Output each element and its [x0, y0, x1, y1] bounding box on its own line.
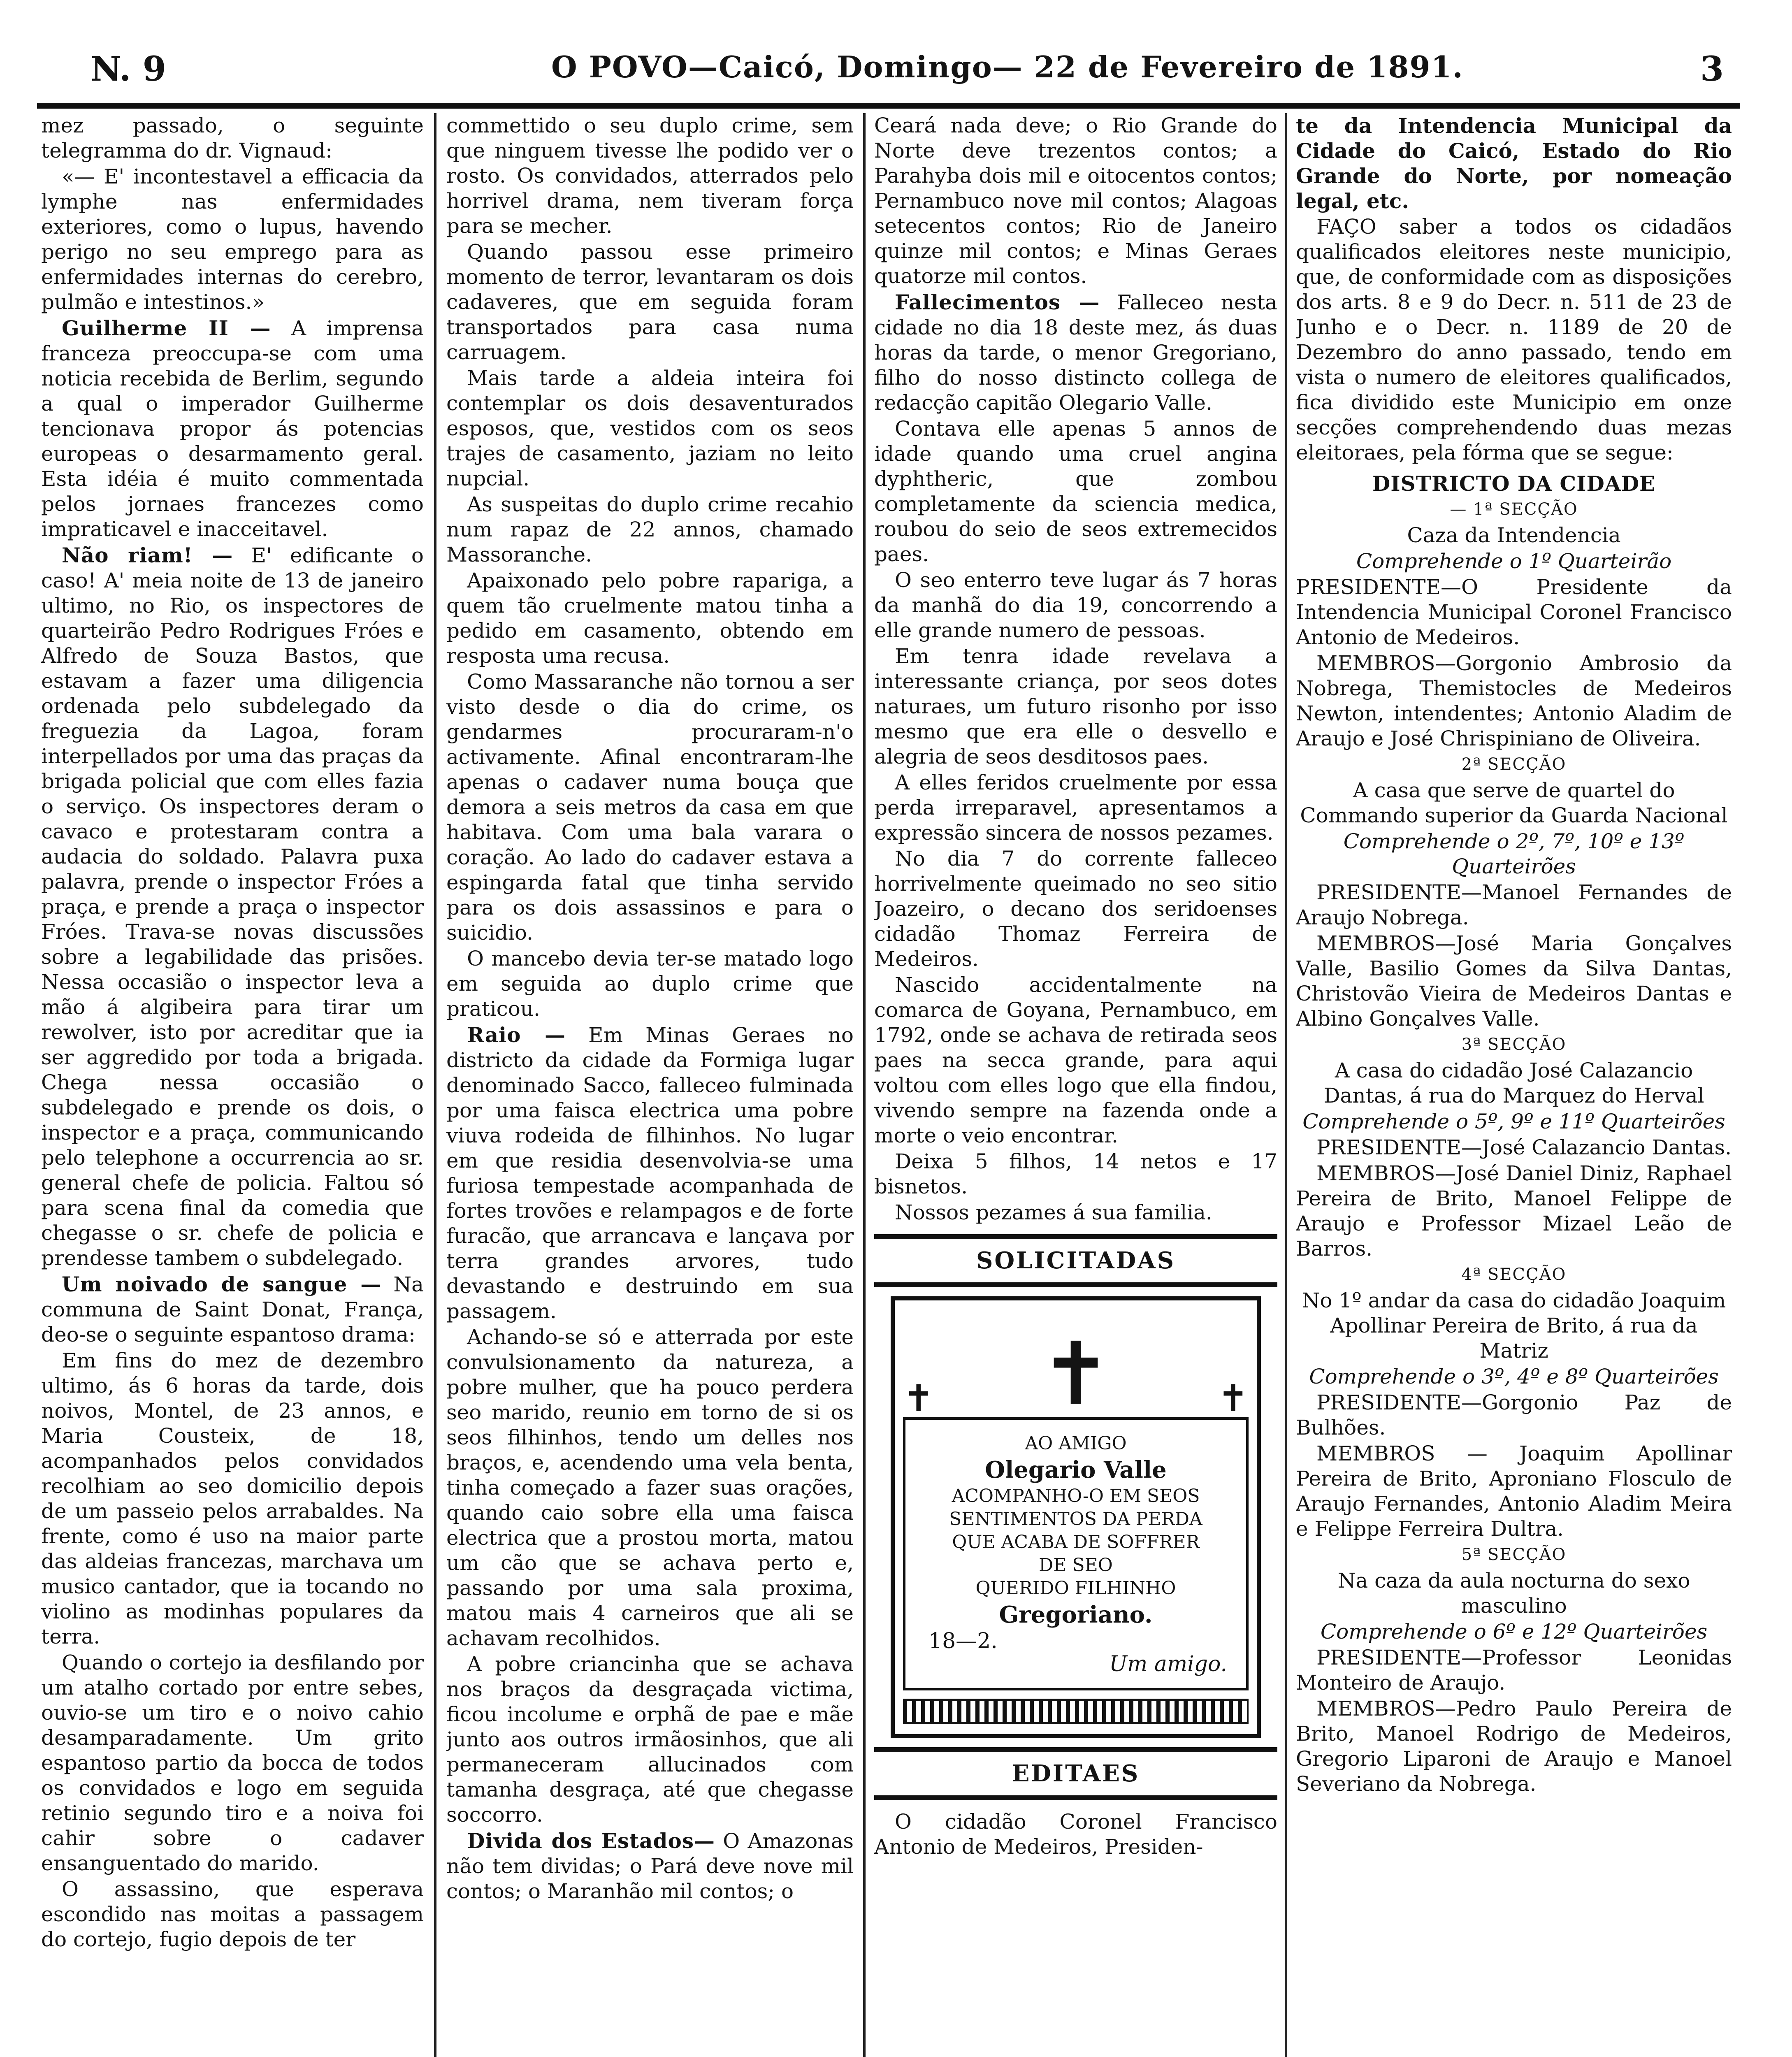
page-number: 3 [1700, 49, 1724, 89]
section-president: PRESIDENTE—O Presidente da Intendencia Municipal Coronel Francisco Antonio de Medeiros. [1296, 575, 1732, 649]
section-scope: Comprehende o 1º Quarteirão [1356, 549, 1672, 573]
section-heading: 5ª SECÇÃO [1461, 1545, 1567, 1564]
memorial-signature: Um amigo. [1109, 1652, 1227, 1676]
section-rule [874, 1234, 1277, 1239]
article-headline: Fallecimentos — [895, 290, 1100, 314]
section-rule [874, 1282, 1277, 1287]
article-raio [446, 1022, 854, 1324]
article-text: A pobre criancinha que se achava nos braços da desgraçada victima, ficou incolume e orphã de pae e mãe junto aos outros irmãosinhos, que ali permaneceram allucinados com tamanha desgraça, até que chegasse soccorro. [446, 1652, 854, 1827]
section-place: No 1º andar da casa do cidadão Joaquim Apollinar Pereira de Brito, á rua da Matriz [1302, 1289, 1726, 1363]
section-members: MEMBROS—Gorgonio Ambrosio da Nobrega, Themistocles de Medeiros Newton, intendentes; Antonio Aladim de Araujo e José Chrispiniano de Oliveira. [1296, 651, 1732, 750]
column-divider [863, 113, 866, 2057]
article-text: A imprensa franceza preoccupa-se com uma noticia recebida de Berlim, segundo a qual o imperador Guilherme tencionava propor ás potencias europeas o desarmamento geral. Esta idéia é muito commentada pelos jornaes francezes como impraticavel e inacceitavel. [41, 316, 424, 541]
article-text: Deixa 5 filhos, 14 netos e 17 bisnetos. [874, 1149, 1277, 1198]
decorative-border [903, 1699, 1249, 1724]
district-title: DISTRICTO DA CIDADE [1372, 471, 1656, 496]
newspaper-title: O POVO—Caicó, Domingo— 22 de Fevereiro de 1891. [551, 49, 1464, 84]
article-text: «— E' incontestavel a efficacia da lymphe nas enfermidades exteriores, como o lupus, havendo perigo no seu emprego para as enfermidades internas do cerebro, pulmão e intestinos.» [41, 165, 424, 314]
section-members: MEMBROS — Joaquim Apollinar Pereira de Brito, Aproniano Flosculo de Araujo Fernandes, Antonio Aladim Meira e Felippe Ferreira Dultra. [1296, 1442, 1732, 1541]
issue-number: N. 9 [91, 49, 166, 89]
article-text: Ceará nada deve; o Rio Grande do Norte deve trezentos contos; a Parahyba dois mil e oitocentos contos; Pernambuco nove mil contos; Alagoas setecentos contos; Rio de Janeiro quinze mil contos; e Minas Geraes quatorze mil contos. [874, 114, 1277, 288]
article-text: No dia 7 do corrente falleceo horrivelmente queimado no seo sitio Joazeiro, o decano dos seridoenses cidadão Thomaz Ferreira de Medeiros. [874, 847, 1277, 971]
article-text: mez passado, o seguinte telegramma do dr. Vignaud: [41, 114, 424, 163]
memorial-line: DE SEO [1039, 1555, 1113, 1576]
section-heading: 4ª SECÇÃO [1461, 1265, 1567, 1284]
section-heading: 2ª SECÇÃO [1461, 755, 1567, 774]
article-text: Em tenra idade revelava a interessante criança, por seos dotes naturaes, um futuro risonho por isso mesmo que era elle o desvello e alegria de seos desditosos paes. [874, 644, 1277, 768]
cross-row [903, 1310, 1249, 1424]
column-4 [1296, 113, 1732, 2057]
article-headline: Divida dos Estados— [467, 1829, 715, 1853]
article-text: As suspeitas do duplo crime recahio num rapaz de 22 annos, chamado Massoranche. [446, 492, 854, 566]
memorial-notice [891, 1296, 1261, 1738]
section-scope: Comprehende o 5º, 9º e 11º Quarteirões [1302, 1110, 1725, 1133]
article-text: A elles feridos cruelmente por essa perda irreparavel, apresentamos a expressão sincera de nossos pezames. [874, 771, 1277, 845]
large-cross-icon: ✝ [1040, 1323, 1112, 1424]
section-president: PRESIDENTE—Gorgonio Paz de Bulhões. [1296, 1391, 1732, 1439]
section-title-editaes: EDITAES [1012, 1760, 1140, 1787]
edital-text: FAÇO saber a todos os cidadãos qualificados eleitores neste municipio, que, de conformidade com as disposições dos arts. 8 e 9 do Decr. n. 511 de 23 de Junho e o Decr. n. 1189 de 20 de Dezembro do anno passado, tendo em vista o numero de eleitores qualificados, fica dividido este Municipio em onze secções comprehendendo duas mezas eleitoraes, pela fórma que se segue: [1296, 215, 1732, 464]
article-headline: Não riam! — [62, 543, 233, 567]
section-scope: Comprehende o 6º e 12º Quarteirões [1320, 1620, 1708, 1644]
column-divider [1285, 113, 1287, 2057]
memorial-line: ACOMPANHO-O EM SEOS [952, 1486, 1200, 1507]
section-rule [874, 1747, 1277, 1752]
memorial-line: QUERIDO FILHINHO [975, 1578, 1176, 1599]
article-noivado [41, 1272, 424, 1347]
article-headline: Raio — [467, 1023, 566, 1047]
section-place: Caza da Intendencia [1407, 523, 1621, 547]
section-members: MEMBROS—José Daniel Diniz, Raphael Pereira de Brito, Manoel Felippe de Araujo e Professor Mizael Leão de Barros. [1296, 1161, 1732, 1261]
article-text: Nossos pezames á sua familia. [895, 1200, 1212, 1224]
article-text: Falleceo nesta cidade no dia 18 deste mez, ás duas horas da tarde, o menor Gregoriano, filho do nosso distincto collega de redacção capitão Olegario Valle. [874, 290, 1277, 415]
column-3 [874, 113, 1277, 2057]
article-text: Nascido accidentalmente na comarca de Goyana, Pernambuco, em 1792, onde se achava de retirada seos paes na secca grande, para aqui voltou com elles logo que ella findou, vivendo sempre na fazenda onde a morte o veio encontrar. [874, 973, 1277, 1147]
memorial-date: 18—2. [928, 1629, 998, 1653]
article-text: O seo enterro teve lugar ás 7 horas da manhã do dia 19, concorrendo a elle grande numero de pessoas. [874, 568, 1277, 642]
section-rule [874, 1795, 1277, 1800]
article-text: O mancebo devia ter-se matado logo em seguida ao duplo crime que praticou. [446, 947, 854, 1021]
article-text: O cidadão Coronel Francisco Antonio de Medeiros, Presiden- [874, 1810, 1277, 1859]
article-text: Na communa de Saint Donat, França, deo-se o seguinte espantoso drama: [41, 1272, 424, 1347]
memorial-text-frame [903, 1417, 1249, 1690]
column-divider [434, 113, 436, 2057]
memorial-deceased: Gregoriano. [999, 1601, 1153, 1628]
article-text: Como Massaranche não tornou a ser visto desde o dia do crime, os gendarmes procuraram-n'o activamente. Afinal encontraram-lhe apenas o cadaver numa bouça que demora a seis metros da casa em que habitava. Com uma bala varara o coração. Ao lado do cadaver estava a espingarda fatal que tinha servido para os dois assassinos e para o suicidio. [446, 670, 854, 945]
section-president: PRESIDENTE—Professor Leonidas Monteiro de Araujo. [1296, 1646, 1732, 1695]
article-text: commettido o seu duplo crime, sem que ninguem tivesse lhe podido ver o rosto. Os convidados, atterrados pelo horrivel drama, nem tiveram força para se mecher. [446, 114, 854, 238]
article-text: Em Minas Geraes no districto da cidade da Formiga lugar denominado Sacco, falleceo fulminada por uma faisca electrica uma pobre viuva rodeida de filhinhos. No lugar em que residia desenvolvia-se uma furiosa tempestade acompanhada de fortes trovões e relampagos e de forte furacão, que arrancava e lançava por terra grandes arvores, tudo devastando e destruindo em sua passagem. [446, 1023, 854, 1323]
article-text: Em fins do mez de dezembro ultimo, ás 6 horas da tarde, dois noivos, Montel, de 23 annos, e Maria Cousteix, de 18, acompanhados pelos convidados recolhiam ao seo domicilio depois de um passeio pelos arrabaldes. Na frente, como é uso na maior parte das aldeias francezas, marchava um musico cantador, que ia tocando no violino as modinhas populares da terra. [41, 1349, 424, 1648]
article-guilherme [41, 316, 424, 542]
section-heading: — 1ª SECÇÃO [1450, 500, 1578, 519]
column-2 [446, 113, 854, 2057]
article-text: E' edificante o caso! A' meia noite de 13 de janeiro ultimo, no Rio, os inspectores de quarteirão Pedro Rodrigues Fróes e Alfredo de Souza Bastos, que estavam a fazer uma diligencia ordenada pelo subdelegado da freguezia da Lagoa, foram interpellados por uma das praças da brigada policial que com elles fazia o serviço. Os inspectores deram o cavaco e protestaram contra a audacia do soldado. Palavra puxa palavra, prende o inspector Fróes a praça, e prende a praça o inspector Fróes. Trava-se novas discussões sobre a legabilidade das prisões. Nessa occasião o inspector leva a mão á algibeira para tirar um rewolver, isto por acreditar que ia ser aggredido por toda a brigada. Chega nessa occasião o subdelegado e prende os dois, o inspector e a praça, communicando pelo telephone a occurrencia ao sr. general chefe de policia. Faltou só para scena final da comedia que chegasse o sr. chefe de policia e prendesse tambem o subdelegado. [41, 543, 424, 1270]
cross-icon: ✝ [1217, 1377, 1249, 1420]
article-text: Mais tarde a aldeia inteira foi contemplar os dois desaventurados esposos, que, vestidos com os seos trajes de casamento, jaziam no leito nupcial. [446, 366, 854, 490]
section-place: A casa do cidadão José Calazancio Dantas, á rua do Marquez do Herval [1323, 1059, 1704, 1107]
article-text: Quando passou esse primeiro momento de terror, levantaram os dois cadaveres, que em seguida foram transportados para casa numa carruagem. [446, 240, 854, 364]
article-nao-riam [41, 543, 424, 1271]
article-text: Quando o cortejo ia desfilando por um atalho cortado por entre sebes, ouvio-se um tiro e o noivo cahio desamparadamente. Um grito espantoso partio da bocca de todos os convidados e logo em seguida retinio segundo tiro e a noiva foi cahir sobre o cadaver ensanguentado do marido. [41, 1651, 424, 1875]
article-text: Apaixonado pelo pobre rapariga, a quem tão cruelmente matou tinha a pedido em casamento, obtendo em resposta uma recusa. [446, 569, 854, 668]
memorial-recipient: Olegario Valle [985, 1456, 1167, 1484]
article-headline: Guilherme II — [62, 316, 271, 340]
section-title-solicitadas: SOLICITADAS [976, 1247, 1176, 1274]
article-divida [446, 1828, 854, 1904]
section-heading: 3ª SECÇÃO [1461, 1035, 1567, 1054]
cross-icon: ✝ [903, 1377, 934, 1420]
section-place: Na caza da aula nocturna do sexo masculino [1337, 1569, 1690, 1618]
memorial-line: AO AMIGO [1025, 1433, 1127, 1454]
section-scope: Comprehende o 3º, 4º e 8º Quarteirões [1309, 1365, 1719, 1388]
page-header [37, 41, 1740, 109]
memorial-line: QUE ACABA DE SOFFRER [952, 1532, 1200, 1553]
edital-heading: te da Intendencia Municipal da Cidade do Caicó, Estado do Rio Grande do Norte, por nomeação legal, etc. [1296, 114, 1732, 213]
memorial-line: SENTIMENTOS DA PERDA [949, 1509, 1202, 1530]
section-president: PRESIDENTE—José Calazancio Dantas. [1316, 1135, 1732, 1159]
article-text: Achando-se só e atterrada por este convulsionamento da natureza, a pobre mulher, que ha pouco perdera seo marido, reunio em torno de si os seos filhinhos, tendo um delles nos braços, e, acendendo uma vela benta, tinha começado a fazer suas orações, quando caio sobre ella uma faisca electrica que a prostou morta, matou um cão que se achava perto e, passando por uma sala proxima, matou mais 4 carneiros que ali se achavam recolhidos. [446, 1325, 854, 1650]
section-place: A casa que serve de quartel do Commando superior da Guarda Nacional [1300, 778, 1728, 827]
column-1 [41, 113, 424, 2057]
article-text: Contava elle apenas 5 annos de idade quando uma cruel angina dyphtheric, que zombou completamente da sciencia medica, roubou do seio de seos extremecidos paes. [874, 417, 1277, 566]
article-text: O Amazonas não tem dividas; o Pará deve nove mil contos; o Maranhão mil contos; o [446, 1829, 854, 1903]
section-members: MEMBROS—José Maria Gonçalves Valle, Basilio Gomes da Silva Dantas, Christovão Vieira de Medeiros Dantas e Albino Gonçalves Valle. [1296, 931, 1732, 1031]
article-text: O assassino, que esperava escondido nas moitas a passagem do cortejo, fugio depois de ter [41, 1877, 424, 1951]
section-members: MEMBROS—Pedro Paulo Pereira de Brito, Manoel Rodrigo de Medeiros, Gregorio Liparoni de Araujo e Manoel Severiano da Nobrega. [1296, 1697, 1732, 1796]
article-headline: Um noivado de sangue — [62, 1272, 382, 1296]
article-fallecimentos [874, 290, 1277, 416]
section-president: PRESIDENTE—Manoel Fernandes de Araujo Nobrega. [1296, 880, 1732, 929]
section-scope: Comprehende o 2º, 7º, 10º e 13º Quarteirões [1343, 829, 1685, 878]
